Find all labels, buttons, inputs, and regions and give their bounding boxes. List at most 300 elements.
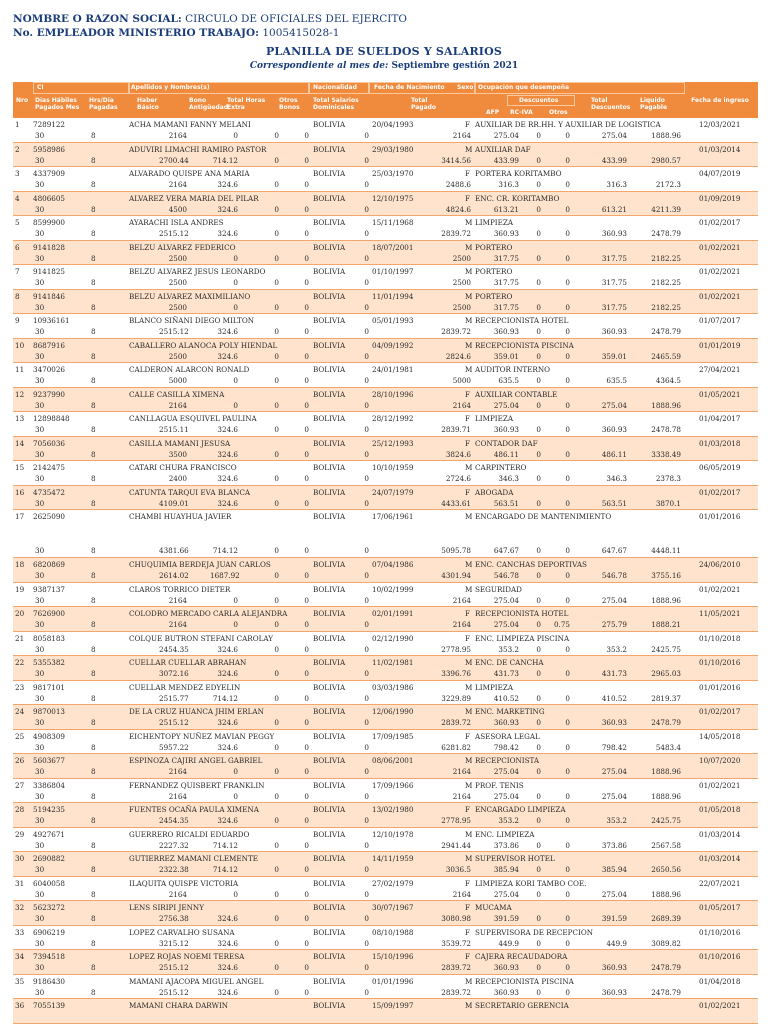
cell-afp: 449.9: [498, 938, 519, 948]
cell-ocup: AUXILIAR DAF: [475, 144, 531, 154]
cell-afp: 546.78: [493, 571, 519, 580]
cell-ci: 5623272: [33, 903, 66, 912]
table-row: [13, 950, 758, 975]
cell-nombre: COLODRO MERCADO CARLA ALEJANDRA: [129, 609, 288, 618]
cell-liq: 2172.3: [655, 180, 681, 189]
cell-fing: 01/04/2017: [699, 414, 741, 423]
cell-otr: 0: [565, 253, 570, 263]
cell-ci: 9186430: [33, 976, 66, 986]
cell-afp: 410.52: [493, 693, 519, 703]
cell-nac: BOLIVIA: [313, 365, 346, 374]
cell-haber: 2515.11: [159, 425, 189, 434]
cell-otr: 0: [565, 155, 570, 165]
cell-ocup: ENC. MARKETING: [475, 707, 545, 716]
cell-ci: 4806605: [33, 193, 66, 203]
cell-bono: 0: [233, 889, 238, 899]
cell-hext: 0: [274, 131, 279, 140]
cell-haber: 2756.38: [159, 914, 189, 923]
cell-nombre: CATUNTA TARQUI EVA BLANCA: [129, 487, 251, 497]
cell-dias: 30: [35, 400, 45, 410]
cell-fing: 01/02/2021: [699, 267, 741, 276]
cell-liq: 3089.82: [651, 938, 681, 948]
cell-liq: 5483.4: [655, 742, 681, 752]
cell-tsal: 0: [364, 302, 369, 312]
cell-nro: 31: [15, 878, 25, 888]
cell-fnac: 24/01/1981: [372, 365, 414, 374]
cell-tpag: 3229.89: [441, 693, 471, 703]
col-nombres: Apellidos y Nombres(s): [131, 84, 210, 91]
cell-nro: 7: [15, 267, 20, 276]
cell-tsal: 0: [364, 865, 369, 874]
cell-tsal: 0: [364, 938, 369, 948]
cell-liq: 2182.25: [651, 278, 681, 287]
cell-fnac: 01/10/1997: [372, 267, 414, 276]
cell-nro: 30: [15, 854, 25, 863]
cell-bono: 324.6: [217, 229, 238, 238]
cell-fnac: 25/03/1970: [372, 169, 414, 178]
cell-hext: 0: [274, 351, 279, 361]
cell-tsal: 0: [364, 644, 369, 654]
cell-obon: 0: [304, 302, 309, 312]
cell-afp: 317.75: [493, 253, 519, 263]
cell-otr: 0: [565, 767, 570, 776]
cell-dias: 30: [35, 278, 45, 287]
cell-fnac: 11/01/1994: [372, 291, 414, 301]
cell-fing: 14/05/2018: [699, 731, 741, 741]
cell-haber: 5000: [168, 376, 187, 385]
cell-nro: 6: [15, 242, 20, 252]
cell-rc: 0: [536, 767, 541, 776]
cell-tdesc: 346.3: [606, 474, 627, 483]
cell-ci: 6906219: [33, 927, 66, 937]
cell-afp: 431.73: [493, 669, 519, 678]
cell-nombre: AYARACHI ISLA ANDRES: [129, 218, 224, 227]
cell-nombre: FERNANDEZ QUISBERT FRANKLIN: [129, 780, 265, 790]
cell-obon: 0: [304, 914, 309, 923]
cell-tdesc: 317.75: [601, 302, 627, 312]
cell-hext: 0: [274, 963, 279, 972]
cell-hext: 0: [274, 693, 279, 703]
cell-bono: 0: [233, 131, 238, 140]
cell-sexo: F: [465, 609, 470, 618]
cell-hext: 0: [274, 571, 279, 580]
cell-hrs: 8: [91, 595, 96, 605]
cell-tdesc: 317.75: [601, 253, 627, 263]
cell-nombre: DE LA CRUZ HUANCA JHIM ERLAN: [129, 707, 264, 716]
table-row: [13, 803, 758, 828]
cell-rc: 0: [536, 889, 541, 899]
cell-tpag: 6281.82: [441, 742, 471, 752]
cell-afp: 613.21: [493, 204, 519, 214]
cell-obon: 0: [304, 816, 309, 825]
cell-ocup: MUCAMA: [475, 903, 512, 912]
cell-afp: 635.5: [498, 376, 519, 385]
cell-nro: 32: [15, 903, 25, 912]
cell-ocup: LIMPIEZA: [475, 414, 514, 423]
cell-tsal: 0: [364, 595, 369, 605]
cell-hext: 0: [274, 278, 279, 287]
cell-liq: 2650.56: [651, 865, 681, 874]
cell-otr: 0: [565, 449, 570, 459]
cell-rc: 0: [536, 669, 541, 678]
cell-afp: 317.75: [493, 302, 519, 312]
cell-hrs: 8: [91, 987, 96, 997]
cell-hrs: 8: [91, 131, 96, 140]
cell-nombre: BELZU ALVAREZ MAXIMILIANO: [129, 291, 251, 301]
cell-otr: 0: [565, 742, 570, 752]
col-total-salarios: Total Salarios Dominicales: [313, 97, 359, 111]
cell-fing: 11/05/2021: [699, 609, 741, 618]
cell-dias: 30: [35, 987, 45, 997]
cell-liq: 2478.79: [651, 327, 681, 336]
cell-sexo: F: [465, 389, 470, 399]
cell-bono: 324.6: [217, 963, 238, 972]
cell-tsal: 0: [364, 914, 369, 923]
cell-ci: 3470026: [33, 365, 66, 374]
cell-bono: 324.6: [217, 644, 238, 654]
cell-dias: 30: [35, 180, 45, 189]
cell-tdesc: 433.99: [601, 155, 627, 165]
cell-rc: 0: [536, 155, 541, 165]
cell-obon: 0: [304, 376, 309, 385]
cell-bono: 324.6: [217, 914, 238, 923]
cell-bono: 0: [233, 400, 238, 410]
cell-tdesc: 373.86: [601, 840, 627, 850]
cell-tsal: 0: [364, 840, 369, 850]
cell-afp: 360.93: [493, 718, 519, 727]
cell-tsal: 0: [364, 474, 369, 483]
cell-ocup: SECRETARIO GERENCIA: [475, 1001, 569, 1010]
cell-liq: 2425.75: [651, 644, 681, 654]
cell-hrs: 8: [91, 620, 96, 629]
cell-tdesc: 275.04: [601, 131, 627, 140]
cell-otr: 0: [565, 938, 570, 948]
cell-fnac: 12/10/1975: [372, 193, 414, 203]
cell-tsal: 0: [364, 742, 369, 752]
cell-nac: BOLIVIA: [313, 976, 346, 986]
col-afp: AFP: [486, 109, 500, 116]
cell-fnac: 01/01/1996: [372, 976, 414, 986]
cell-ci: 6820869: [33, 560, 66, 569]
cell-sexo: M: [465, 291, 473, 301]
cell-ci: 5194235: [33, 805, 66, 814]
cell-tdesc: 546.78: [601, 571, 627, 580]
cell-haber: 5957.22: [159, 742, 189, 752]
cell-obon: 0: [304, 889, 309, 899]
cell-afp: 385.94: [493, 865, 519, 874]
cell-otr: 0: [565, 131, 570, 140]
cell-afp: 647.67: [493, 546, 519, 555]
cell-hext: 0: [274, 180, 279, 189]
cell-obon: 0: [304, 498, 309, 508]
cell-tdesc: 798.42: [601, 742, 627, 752]
cell-haber: 2614.02: [159, 571, 189, 580]
cell-sexo: M: [465, 658, 473, 667]
razon-social-label: NOMBRE O RAZON SOCIAL:: [13, 13, 182, 25]
cell-afp: 353.2: [498, 816, 519, 825]
cell-obon: 0: [304, 938, 309, 948]
cell-liq: 1888.96: [651, 791, 681, 801]
cell-tdesc: 613.21: [601, 204, 627, 214]
cell-tdesc: 275.04: [601, 595, 627, 605]
cell-dias: 30: [35, 474, 45, 483]
cell-fing: 06/05/2019: [699, 463, 741, 472]
cell-hrs: 8: [91, 400, 96, 410]
cell-ci: 5958986: [33, 144, 66, 154]
cell-tdesc: 449.9: [606, 938, 627, 948]
cell-rc: 0: [536, 914, 541, 923]
cell-nro: 27: [15, 780, 25, 790]
cell-tpag: 2500: [452, 253, 471, 263]
cell-fnac: 24/07/1979: [372, 487, 414, 497]
cell-hrs: 8: [91, 816, 96, 825]
cell-sexo: F: [465, 927, 470, 937]
cell-nac: BOLIVIA: [313, 169, 346, 178]
cell-rc: 0: [536, 718, 541, 727]
cell-liq: 2478.79: [651, 987, 681, 997]
header-box-ci: [33, 82, 129, 94]
cell-hrs: 8: [91, 644, 96, 654]
cell-fnac: 28/12/1992: [372, 414, 414, 423]
cell-sexo: M: [465, 584, 473, 594]
cell-ci: 2625090: [33, 512, 66, 521]
cell-nro: 8: [15, 291, 20, 301]
cell-nro: 1: [15, 120, 20, 129]
cell-otr: 0: [565, 546, 570, 555]
cell-sexo: F: [465, 169, 470, 178]
cell-nro: 24: [15, 707, 25, 716]
cell-liq: 2182.25: [651, 253, 681, 263]
cell-hext: 0: [274, 546, 279, 555]
cell-fing: 01/03/2014: [699, 829, 741, 839]
table-row: [13, 192, 758, 217]
cell-ci: 9141828: [33, 242, 66, 252]
cell-obon: 0: [304, 229, 309, 238]
cell-hrs: 8: [91, 204, 96, 214]
cell-fing: 01/02/2021: [699, 291, 741, 301]
cell-fnac: 18/07/2001: [372, 242, 414, 252]
cell-tdesc: 317.75: [601, 278, 627, 287]
cell-fnac: 03/03/1986: [372, 682, 414, 692]
cell-nombre: CHUQUIMIA BERDEJA JUAN CARLOS: [129, 560, 271, 569]
cell-fing: 27/04/2021: [699, 365, 741, 374]
cell-tdesc: 486.11: [601, 449, 627, 459]
cell-fnac: 02/12/1990: [372, 633, 414, 643]
col-descuentos: Descuentos: [519, 97, 559, 104]
cell-hext: 0: [274, 229, 279, 238]
cell-otr: 0: [565, 498, 570, 508]
cell-tsal: 0: [364, 767, 369, 776]
cell-sexo: M: [465, 682, 473, 692]
cell-fnac: 15/11/1968: [372, 218, 414, 227]
cell-nro: 18: [15, 560, 25, 569]
cell-ocup: CONTADOR DAF: [475, 438, 538, 448]
cell-haber: 3215.12: [159, 938, 189, 948]
cell-bono: 324.6: [217, 816, 238, 825]
cell-hrs: 8: [91, 767, 96, 776]
cell-tdesc: 360.93: [601, 718, 627, 727]
cell-otr: 0: [565, 302, 570, 312]
cell-afp: 316.3: [498, 180, 519, 189]
cell-fnac: 29/03/1980: [372, 144, 414, 154]
cell-afp: 433.99: [493, 155, 519, 165]
cell-tpag: 2839.72: [441, 987, 471, 997]
cell-tdesc: 431.73: [601, 669, 627, 678]
cell-hrs: 8: [91, 278, 96, 287]
table-row: [13, 437, 758, 462]
cell-dias: 30: [35, 669, 45, 678]
cell-otr: 0: [565, 669, 570, 678]
cell-tdesc: 360.93: [601, 327, 627, 336]
cell-rc: 0: [536, 816, 541, 825]
cell-ocup: PORTERA KORITAMBO: [475, 169, 562, 178]
cell-hrs: 8: [91, 914, 96, 923]
table-row: [13, 852, 758, 877]
col-total-descuentos: Total Descuentos: [591, 97, 631, 111]
cell-liq: 2478.79: [651, 963, 681, 972]
cell-dias: 30: [35, 229, 45, 238]
cell-afp: 373.86: [493, 840, 519, 850]
cell-nac: BOLIVIA: [313, 903, 346, 912]
cell-rc: 0: [536, 229, 541, 238]
cell-hrs: 8: [91, 498, 96, 508]
cell-tpag: 3080.98: [441, 914, 471, 923]
cell-obon: 0: [304, 840, 309, 850]
cell-nac: BOLIVIA: [313, 829, 346, 839]
cell-haber: 2164: [168, 180, 187, 189]
cell-nac: BOLIVIA: [313, 952, 346, 961]
cell-rc: 0: [536, 595, 541, 605]
cell-hext: 0: [274, 204, 279, 214]
col-haber: Haber Básico: [137, 97, 159, 111]
cell-tpag: 5000: [452, 376, 471, 385]
cell-fnac: 08/06/2001: [372, 756, 414, 765]
cell-bono: 714.12: [212, 840, 238, 850]
cell-obon: 0: [304, 571, 309, 580]
cell-nombre: FUENTES OCAÑA PAULA XIMENA: [129, 805, 259, 814]
cell-fing: 01/05/2017: [699, 903, 741, 912]
cell-tdesc: 360.93: [601, 229, 627, 238]
table-row: [13, 901, 758, 926]
cell-dias: 30: [35, 546, 45, 555]
cell-tsal: 0: [364, 425, 369, 434]
cell-sexo: F: [465, 878, 470, 888]
cell-fing: 01/03/2014: [699, 854, 741, 863]
cell-hext: 0: [274, 474, 279, 483]
cell-tpag: 3036.5: [445, 865, 471, 874]
cell-ci: 4908309: [33, 731, 66, 741]
cell-otr: 0: [565, 229, 570, 238]
cell-hrs: 8: [91, 865, 96, 874]
cell-hext: 0: [274, 620, 279, 629]
cell-dias: 30: [35, 840, 45, 850]
cell-liq: 2965.03: [651, 669, 681, 678]
cell-nro: 12: [15, 389, 25, 399]
cell-nac: BOLIVIA: [313, 1001, 346, 1010]
cell-rc: 0: [536, 351, 541, 361]
cell-tsal: 0: [364, 327, 369, 336]
cell-hrs: 8: [91, 669, 96, 678]
cell-rc: 0: [536, 987, 541, 997]
cell-ci: 9870013: [33, 707, 66, 716]
cell-tpag: 2724.6: [445, 474, 471, 483]
cell-haber: 2164: [168, 131, 187, 140]
cell-fnac: 12/06/1990: [372, 707, 414, 716]
cell-tdesc: 275.04: [601, 791, 627, 801]
table-row: [13, 607, 758, 632]
cell-bono: 324.6: [217, 474, 238, 483]
cell-nombre: BLANCO SIÑANI DIEGO MILTON: [129, 316, 254, 325]
cell-nac: BOLIVIA: [313, 756, 346, 765]
cell-sexo: M: [465, 854, 473, 863]
cell-sexo: F: [465, 903, 470, 912]
cell-hrs: 8: [91, 327, 96, 336]
cell-ci: 9141846: [33, 291, 66, 301]
cell-ocup: LIMPIEZA: [475, 218, 514, 227]
col-dias: Dias Hábiles Pagados Mes: [35, 97, 80, 111]
cell-otr: 0: [565, 718, 570, 727]
cell-nac: BOLIVIA: [313, 414, 346, 423]
cell-tsal: 0: [364, 351, 369, 361]
cell-tdesc: 635.5: [606, 376, 627, 385]
cell-dias: 30: [35, 693, 45, 703]
cell-hext: 0: [274, 865, 279, 874]
cell-ci: 4735472: [33, 487, 66, 497]
cell-ocup: ENC. LIMPIEZA PISCINA: [475, 633, 570, 643]
cell-rc: 0: [536, 180, 541, 189]
cell-hext: 0: [274, 327, 279, 336]
cell-hext: 0: [274, 669, 279, 678]
cell-otr: 0: [565, 204, 570, 214]
table-row: [13, 999, 758, 1024]
cell-tpag: 2488.6: [445, 180, 471, 189]
cell-dias: 30: [35, 204, 45, 214]
col-liquido: Liquido Pagable: [640, 97, 668, 111]
cell-nac: BOLIVIA: [313, 193, 346, 203]
cell-ocup: RECEPCIONISTA HOTEL: [475, 609, 569, 618]
cell-rc: 0: [536, 546, 541, 555]
cell-rc: 0: [536, 693, 541, 703]
cell-hext: 0: [274, 889, 279, 899]
cell-tdesc: 391.59: [601, 914, 627, 923]
cell-fing: 01/10/2018: [699, 633, 741, 643]
cell-tpag: 2164: [452, 595, 471, 605]
table-row: [13, 975, 758, 1000]
empleador-label: No. EMPLEADOR MINISTERIO TRABAJO:: [13, 27, 259, 39]
cell-nombre: CUELLAR CUELLAR ABRAHAN: [129, 658, 247, 667]
cell-nombre: LOPEZ CARVALHO SUSANA: [129, 927, 235, 937]
col-total-pagado: Total Pagado: [411, 97, 437, 111]
table-row: [13, 241, 758, 266]
cell-hext: 0: [274, 425, 279, 434]
cell-rc: 0: [536, 425, 541, 434]
cell-obon: 0: [304, 718, 309, 727]
cell-haber: 2227.32: [159, 840, 189, 850]
cell-tpag: 2778.95: [441, 816, 471, 825]
cell-tpag: 2164: [452, 131, 471, 140]
cell-dias: 30: [35, 571, 45, 580]
col-horas-extra: Total Horas Extra: [227, 97, 266, 111]
table-row: [13, 926, 758, 951]
cell-otr: 0: [565, 693, 570, 703]
cell-fnac: 17/09/1985: [372, 731, 414, 741]
cell-dias: 30: [35, 253, 45, 263]
col-nro: Nro: [16, 97, 29, 104]
cell-bono: 324.6: [217, 180, 238, 189]
cell-dias: 30: [35, 889, 45, 899]
cell-hext: 0: [274, 914, 279, 923]
cell-tpag: 2839.72: [441, 718, 471, 727]
